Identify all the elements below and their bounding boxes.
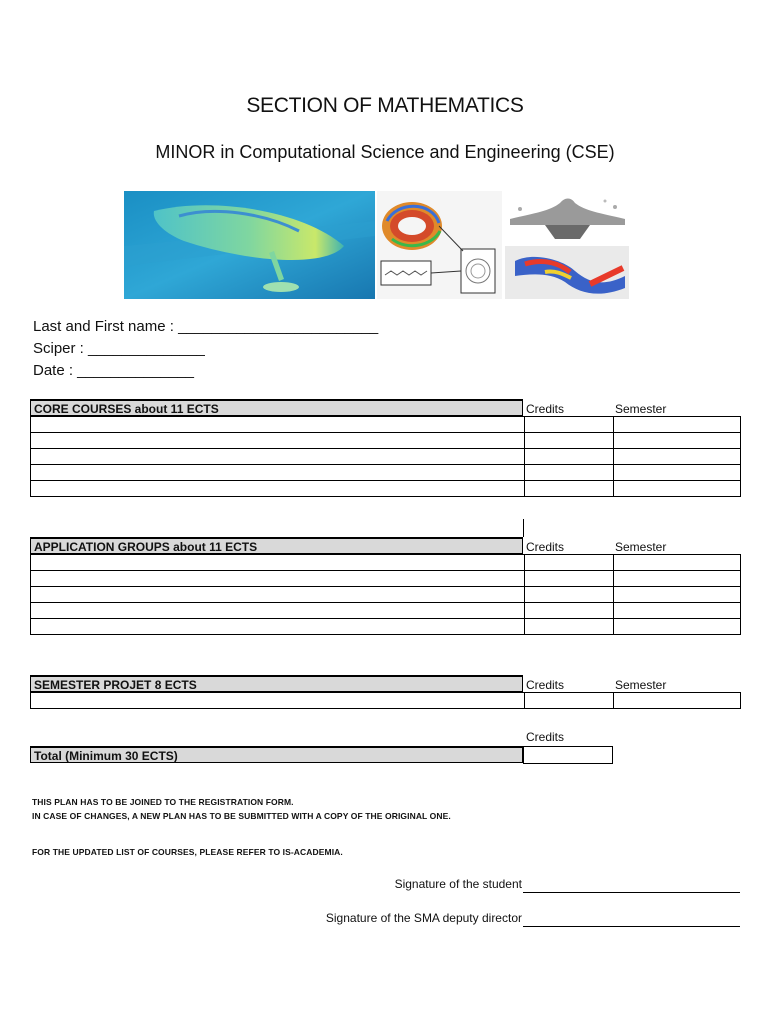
table-row: [31, 433, 741, 449]
artery-flow-image: [505, 246, 629, 299]
torus-plasma-image: [377, 191, 502, 299]
table-row: [31, 571, 741, 587]
splash-simulation-image: [505, 191, 629, 243]
course-cell[interactable]: [31, 603, 525, 619]
table-row: [31, 465, 741, 481]
course-cell[interactable]: [31, 465, 525, 481]
aircraft-simulation-image: [124, 191, 375, 299]
table-row: [31, 587, 741, 603]
credits-cell[interactable]: [525, 449, 614, 465]
project-semester-header: Semester: [615, 678, 667, 692]
note-line-1: THIS PLAN HAS TO BE JOINED TO THE REGISTRATION FORM.: [32, 797, 294, 807]
note-line-3: FOR THE UPDATED LIST OF COURSES, PLEASE REFER TO IS-ACADEMIA.: [32, 847, 343, 857]
application-groups-header: APPLICATION GROUPS about 11 ECTS: [30, 537, 523, 554]
core-courses-table: [30, 416, 741, 497]
course-cell[interactable]: [31, 587, 525, 603]
table-row: [31, 693, 741, 709]
table-row: [31, 619, 741, 635]
semester-project-table: [30, 692, 741, 709]
table-row: [31, 417, 741, 433]
application-semester-header: Semester: [615, 540, 667, 554]
credits-cell[interactable]: [525, 433, 614, 449]
director-signature-line[interactable]: [523, 926, 740, 927]
credits-cell[interactable]: [525, 465, 614, 481]
semester-cell[interactable]: [614, 555, 741, 571]
semester-cell[interactable]: [614, 571, 741, 587]
project-credits-header: Credits: [526, 678, 565, 692]
credits-cell[interactable]: [525, 603, 614, 619]
name-field-label: Last and First name : ________________________: [33, 318, 379, 335]
course-cell[interactable]: [31, 449, 525, 465]
date-field-label: Date : ______________: [33, 362, 194, 379]
credits-cell[interactable]: [525, 571, 614, 587]
student-signature-line[interactable]: [523, 892, 740, 893]
page-subtitle: MINOR in Computational Science and Engineering (CSE): [155, 142, 615, 162]
application-credits-header: Credits: [526, 540, 565, 554]
divider: [523, 519, 524, 537]
credits-cell[interactable]: [525, 619, 614, 635]
note-line-2: IN CASE OF CHANGES, A NEW PLAN HAS TO BE SUBMITTED WITH A COPY OF THE ORIGINAL ONE.: [32, 811, 451, 821]
student-signature-label: Signature of the student: [394, 877, 522, 891]
semester-cell[interactable]: [614, 481, 741, 497]
credits-cell[interactable]: [525, 417, 614, 433]
course-cell[interactable]: [31, 417, 525, 433]
total-header: Total (Minimum 30 ECTS): [30, 746, 523, 763]
credits-cell[interactable]: [525, 693, 614, 709]
core-courses-header: CORE COURSES about 11 ECTS: [30, 399, 523, 416]
course-cell[interactable]: [31, 555, 525, 571]
course-cell[interactable]: [31, 571, 525, 587]
credits-cell[interactable]: [525, 555, 614, 571]
application-groups-table: [30, 554, 741, 635]
semester-cell[interactable]: [614, 449, 741, 465]
course-cell[interactable]: [31, 433, 525, 449]
table-row: [31, 603, 741, 619]
table-row: [31, 555, 741, 571]
credits-cell[interactable]: [525, 587, 614, 603]
total-credits-header: Credits: [526, 730, 565, 744]
core-semester-header: Semester: [615, 402, 667, 416]
sciper-field-label: Sciper : ______________: [33, 340, 205, 357]
semester-cell[interactable]: [614, 603, 741, 619]
table-row: [31, 481, 741, 497]
table-row: [31, 449, 741, 465]
course-cell[interactable]: [31, 481, 525, 497]
semester-cell[interactable]: [614, 465, 741, 481]
semester-project-header: SEMESTER PROJET 8 ECTS: [30, 675, 523, 692]
director-signature-label: Signature of the SMA deputy director: [325, 911, 522, 925]
semester-cell[interactable]: [614, 587, 741, 603]
total-credits-field[interactable]: [523, 746, 613, 764]
page-title: SECTION OF MATHEMATICS: [246, 94, 524, 117]
project-cell[interactable]: [31, 693, 525, 709]
semester-cell[interactable]: [614, 433, 741, 449]
core-credits-header: Credits: [526, 402, 565, 416]
credits-cell[interactable]: [525, 481, 614, 497]
semester-cell[interactable]: [614, 619, 741, 635]
semester-cell[interactable]: [614, 417, 741, 433]
semester-cell[interactable]: [614, 693, 741, 709]
course-cell[interactable]: [31, 619, 525, 635]
